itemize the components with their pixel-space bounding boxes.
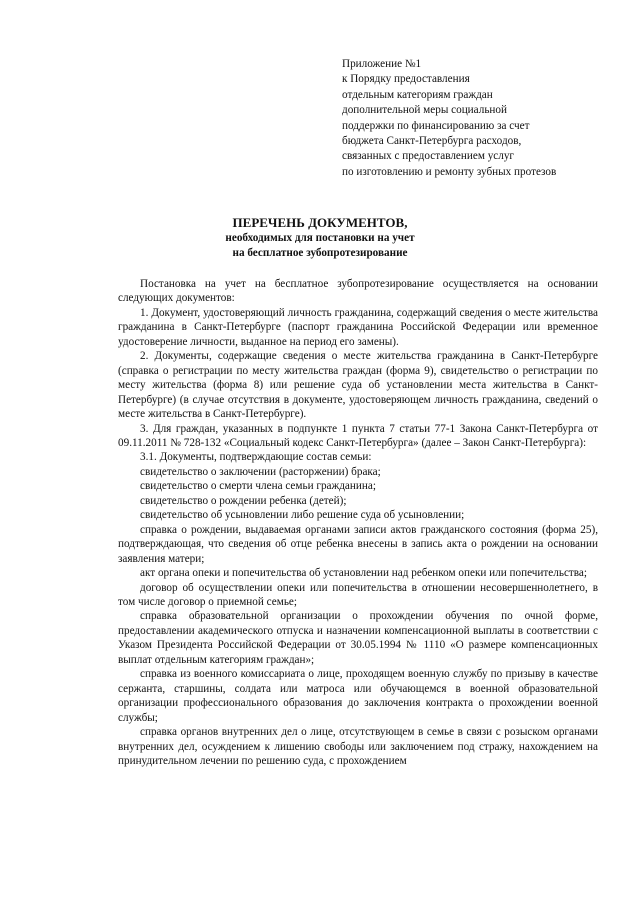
paragraph: справка органов внутренних дел о лице, отсутствующем в семье в связи с розыском органами внутренних дел, осуждением к лишению свободы или заключением под стражу, нахождением на принудительном лечении по решению суда, с прохождением	[118, 726, 598, 767]
document-body	[118, 277, 598, 768]
paragraph: Постановка на учет на бесплатное зубопротезирование осуществляется на основании следующих документов:	[118, 278, 598, 305]
document-subtitle: на бесплатное зубопротезирование	[232, 246, 408, 259]
appendix-line: поддержки по финансированию за счет	[342, 119, 530, 132]
appendix-line: по изготовлению и ремонту зубных протезов	[342, 165, 557, 178]
paragraph: договор об осуществлении опеки или попечительства в отношении несовершеннолетнего, в том числе договор о приемной семье;	[118, 581, 598, 608]
document-title: ПЕРЕЧЕНЬ ДОКУМЕНТОВ,	[232, 215, 408, 230]
document-subtitle: необходимых для постановки на учет	[225, 232, 415, 244]
paragraph: свидетельство о рождении ребенка (детей);	[140, 494, 347, 507]
appendix-line: связанных с предоставлением услуг	[342, 150, 515, 163]
appendix-note	[342, 57, 634, 180]
paragraph: справка образовательной организации о прохождении обучения по очной форме, предоставлении академического отпуска и назначении компенсационной выплаты в соответствии с Указом Президента Российской Федерации от 30.05.1994 № 1110 «О размере компенсационных выплат отдельным категориям граждан»;	[118, 610, 598, 666]
paragraph: свидетельство об усыновлении либо решение суда об усыновлении;	[140, 509, 465, 522]
paragraph: акт органа опеки и попечительства об установлении над ребенком опеки или попечительства;	[140, 567, 588, 580]
appendix-line: дополнительной меры социальной	[342, 104, 507, 117]
appendix-line: бюджета Санкт-Петербурга расходов,	[342, 135, 522, 148]
paragraph: справка из военного комиссариата о лице, проходящем военную службу по призыву в качестве сержанта, старшины, солдата или матроса или обучающемся в военной образовательной организации профессионального образования до заключения контракта о прохождении военной службы;	[118, 668, 598, 724]
paragraph: 3. Для граждан, указанных в подпункте 1 пункта 7 статьи 77-1 Закона Санкт-Петербурга от 09.11.2011 № 728-132 «Социальный кодекс Санкт-Петербурга» (далее – Закон Санкт-Петербурга):	[118, 422, 598, 449]
appendix-line: Приложение №1	[342, 58, 422, 70]
paragraph: 1. Документ, удостоверяющий личность гражданина, содержащий сведения о месте жительства гражданина в Санкт-Петербурге (паспорт гражданина Российской Федерации или временное удостоверение личности, выданное на период его замены).	[118, 306, 598, 348]
paragraph: 2. Документы, содержащие сведения о месте жительства гражданина в Санкт-Петербурге (справка о регистрации по месту жительства граждан (форма 9), свидетельство о регистрации по месту жительства (форма 8) или решение суда об установлении места жительства в Санкт-Петербурге) (в случае отсутствия в документе, удостоверяющем личность гражданина, сведений о месте жительства в Санкт-Петербурге).	[118, 350, 598, 421]
paragraph: свидетельство о смерти члена семьи гражданина;	[140, 480, 376, 493]
appendix-line: к Порядку предоставления	[342, 73, 470, 86]
paragraph: справка о рождении, выдаваемая органами записи актов гражданского состояния (форма 25), подтверждающая, что сведения об отце ребенка внесены в запись акта о рождении на основании заявления матери;	[118, 523, 598, 565]
appendix-line: отдельным категориям граждан	[342, 88, 493, 101]
paragraph: свидетельство о заключении (расторжении) брака;	[140, 465, 381, 478]
paragraph: 3.1. Документы, подтверждающие состав семьи:	[140, 451, 372, 464]
document-heading	[0, 215, 640, 260]
